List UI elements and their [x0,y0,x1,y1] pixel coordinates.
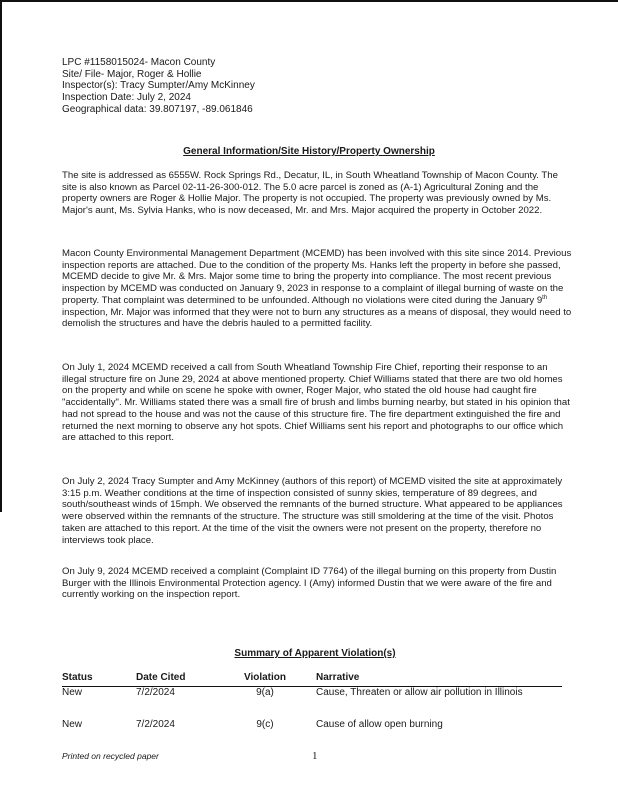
ordinal-superscript: th [542,294,548,301]
row-date-cited: 7/2/2024 [136,719,175,730]
column-header-violation: Violation [243,672,287,683]
paragraph-fire-report: On July 1, 2024 MCEMD received a call from South Wheatland Township Fire Chief, reporting their response to an illegal structure fire on June 29, 2024 at above mentioned property. Chief Williams stated that there are two old homes on the property and while on scene he spoke with owner, Roger Major, who stated the old house had caught fire "accidentally". Mr. Williams stated there was a small fire of brush and limbs burning nearby, but stated in his opinion that had not spread to the house and was not the cause of this structure fire. The fire department extinguished the fire and returned the next morning to observe any hot spots. Chief Williams sent his report and photographs to our office which are attached to this report. [62,362,570,444]
row-date-cited: 7/2/2024 [136,687,175,698]
scan-border-left [0,0,2,512]
inspectors: Inspector(s): Tracy Sumpter/Amy McKinney [62,80,255,92]
violations-table [62,672,562,735]
paragraph-mcemd-history-part2: inspection, Mr. Major was informed that they were not to burn any structures as a means of disposal, they would need to demolish the structures and have the debris hauled to a permitted facility. [62,306,572,330]
table-row [62,687,562,703]
paragraph-mcemd-history-part1: Macon County Environmental Management Department (MCEMD) has been involved with this site since 2014. Previous inspection reports are attached. Due to the condition of the property Ms. Hanks left the property in before she passed, MCEMD decide to give Mr. & Mrs. Major some time to bring the property into compliance. The most recent previous inspection by MCEMD was conducted on January 9, 2023 in response to a complaint of illegal burning of waste on the property. That complaint was determined to be unfounded. Although no violations were cited during the January 9 [62,248,572,306]
lpc-number: LPC #1158015024- Macon County [62,57,216,68]
section-heading-general-info: General Information/Site History/Property Ownership [183,146,435,157]
column-header-date-cited: Date Cited [136,672,186,683]
row-narrative: Cause, Threaten or allow air pollution in Illinois [316,687,523,698]
row-status: New [62,719,83,730]
paragraph-site-description: The site is addressed as 6555W. Rock Springs Rd., Decatur, IL, in South Wheatland Township of Macon County. The site is also known as Parcel 02-11-26-300-012. The 5.0 acre parcel is zoned as (A-1) Agricultural Zoning and the property owners are Roger & Hollie Major. The property is not occupied. The property was previously owned by Ms. Major's aunt, Ms. Sylvia Hanks, who is now deceased, Mr. and Mrs. Major acquired the property in October 2022. [62,170,558,217]
report-header [62,57,255,116]
geographical-data: Geographical data: 39.807197, -89.061846 [62,103,253,115]
paragraph-site-visit: On July 2, 2024 Tracy Sumpter and Amy McKinney (authors of this report) of MCEMD visited the site at approximately 3:15 p.m. Weather conditions at the time of inspection consisted of sunny skies, temperature of 89 degrees, and south/southeast winds of 15mph. We observed the remnants of the burned structure. What appeared to be appliances were observed within the remnants of the structure. The structure was still smoldering at the time of the visit. Photos taken are attached to this report. At the time of the visit the owners were not present on the property, therefore no interviews took place. [62,476,563,546]
row-violation: 9(c) [256,719,274,730]
table-row [62,719,562,735]
paragraph-mcemd-history [62,248,572,330]
site-file: Site/ File- Major, Roger & Hollie [62,68,202,80]
scan-border-top [0,0,618,2]
column-header-narrative: Narrative [316,672,360,683]
paragraph-complaint: On July 9, 2024 MCEMD received a complaint (Complaint ID 7764) of the illegal burning on this property from Dustin Burger with the Illinois Environmental Protection agency. I (Amy) informed Dustin that we were aware of the fire and currently working on the inspection report. [62,566,557,601]
row-status: New [62,687,83,698]
inspection-date: Inspection Date: July 2, 2024 [62,92,191,104]
violations-heading: Summary of Apparent Violation(s) [234,648,396,659]
row-narrative: Cause of allow open burning [316,719,443,730]
violations-table-header [62,672,562,687]
row-violation: 9(a) [256,687,274,698]
column-header-status: Status [62,672,93,683]
page-number: 1 [312,750,318,762]
recycled-paper-note: Printed on recycled paper [62,751,159,761]
